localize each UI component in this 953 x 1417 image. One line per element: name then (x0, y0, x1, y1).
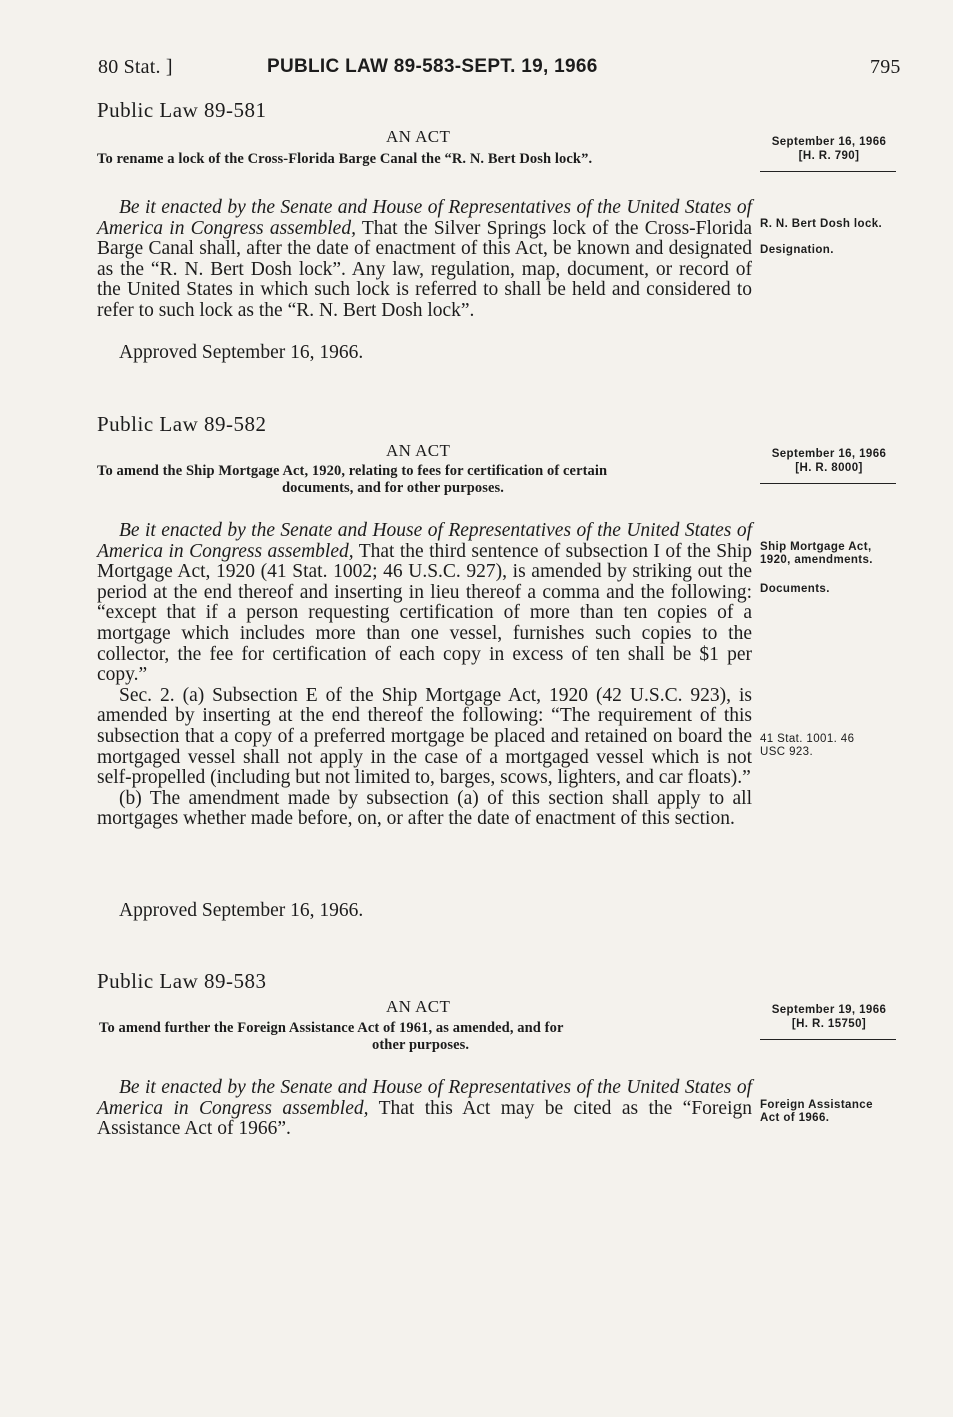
enacting-clause: Be it enacted by the Senate and House of Representatives of the United States of America in Congress assembled, (97, 1077, 752, 1119)
approval-line: Approved September 16, 1966. (119, 900, 364, 921)
enacting-clause: Be it enacted by the Senate and House of Representatives of the United States of America in Congress assembled, (97, 197, 752, 239)
law-title: Public Law 89-581 (97, 98, 267, 122)
margin-bill: [H. R. 790] (798, 150, 860, 162)
act-purpose: documents, and for other purposes. (282, 480, 504, 496)
side-note: R. N. Bert Dosh lock. (760, 218, 883, 230)
act-heading: AN ACT (386, 997, 451, 1016)
act-heading: AN ACT (386, 127, 451, 146)
page-number: 795 (870, 56, 901, 78)
body-paragraph: That the Silver Springs lock of the Cross-Florida Barge Canal shall, after the date of enactment of this Act, be known and designated as the “R. N. Bert Dosh lock”. Any law, regulation, map, document, or record of the United States in which such lock is referred to shall be held and considered to refer to such lock as the “R. N. Bert Dosh lock”. (97, 217, 753, 321)
side-note: Documents. (760, 583, 830, 595)
body-paragraph: That the third sentence of subsection I of the Ship Mortgage Act, 1920 (41 Stat. 1002; 46 U.S.C. 927), is amended by striking out the period at the end thereof and inserting in lieu thereof a comma and the following: “except that if a person requesting certification of more than ten copies of a mortgage which includes more than one vessel, furnishes such copies to the collector, the fee for certification of each copy in excess of ten shall be $1 per copy.” (97, 540, 753, 686)
body-paragraph: Sec. 2. (a) Subsection E of the Ship Mortgage Act, 1920 (42 U.S.C. 923), is amended by inserting at the end thereof the following: “The requirement of this subsection that a copy of a preferred mortgage be placed and retained on board the mortgaged vessel shall not apply in the case of a mortgaged vessel which is not self-propelled (including but not limited to, barges, scows, lighters, and car floats).” (97, 684, 752, 789)
law-title: Public Law 89-582 (97, 412, 267, 436)
act-purpose: To amend the Ship Mortgage Act, 1920, relating to fees for certification of certain (97, 463, 608, 479)
margin-rule (760, 1039, 896, 1040)
margin-date: September 16, 1966 (771, 448, 887, 460)
side-note: Designation. (760, 244, 834, 256)
law-title: Public Law 89-583 (97, 969, 267, 993)
side-note: Foreign Assistance Act of 1966. (760, 1099, 873, 1124)
margin-bill: [H. R. 8000] (795, 462, 863, 474)
approval-line: Approved September 16, 1966. (119, 342, 364, 363)
header-title: PUBLIC LAW 89-583-SEPT. 19, 1966 (267, 56, 598, 77)
act-body (97, 1078, 752, 1140)
margin-rule (760, 483, 896, 484)
act-body (97, 198, 752, 322)
act-purpose: To rename a lock of the Cross-Florida Barge Canal the “R. N. Bert Dosh lock”. (97, 151, 593, 167)
margin-bill: [H. R. 15750] (791, 1018, 867, 1030)
enacting-clause: Be it enacted by the Senate and House of Representatives of the United States of America in Congress assembled, (97, 520, 752, 562)
act-purpose: To amend further the Foreign Assistance Act of 1961, as amended, and for (99, 1020, 564, 1036)
header-volume: 80 Stat. ] (98, 56, 173, 78)
act-heading: AN ACT (386, 441, 451, 460)
side-note: Ship Mortgage Act, 1920, amendments. (760, 541, 873, 566)
margin-date: September 19, 1966 (771, 1004, 887, 1016)
margin-date: September 16, 1966 (771, 136, 887, 148)
body-paragraph: (b) The amendment made by subsection (a) of this section shall apply to all mortgages whether made before, on, or after the date of enactment of this section. (97, 787, 752, 830)
body-paragraph: That this Act may be cited as the “Foreign Assistance Act of 1966”. (97, 1097, 753, 1140)
side-note: 41 Stat. 1001. 46 USC 923. (760, 733, 855, 758)
margin-rule (760, 171, 896, 172)
act-body (97, 521, 752, 830)
act-purpose: other purposes. (372, 1037, 470, 1053)
